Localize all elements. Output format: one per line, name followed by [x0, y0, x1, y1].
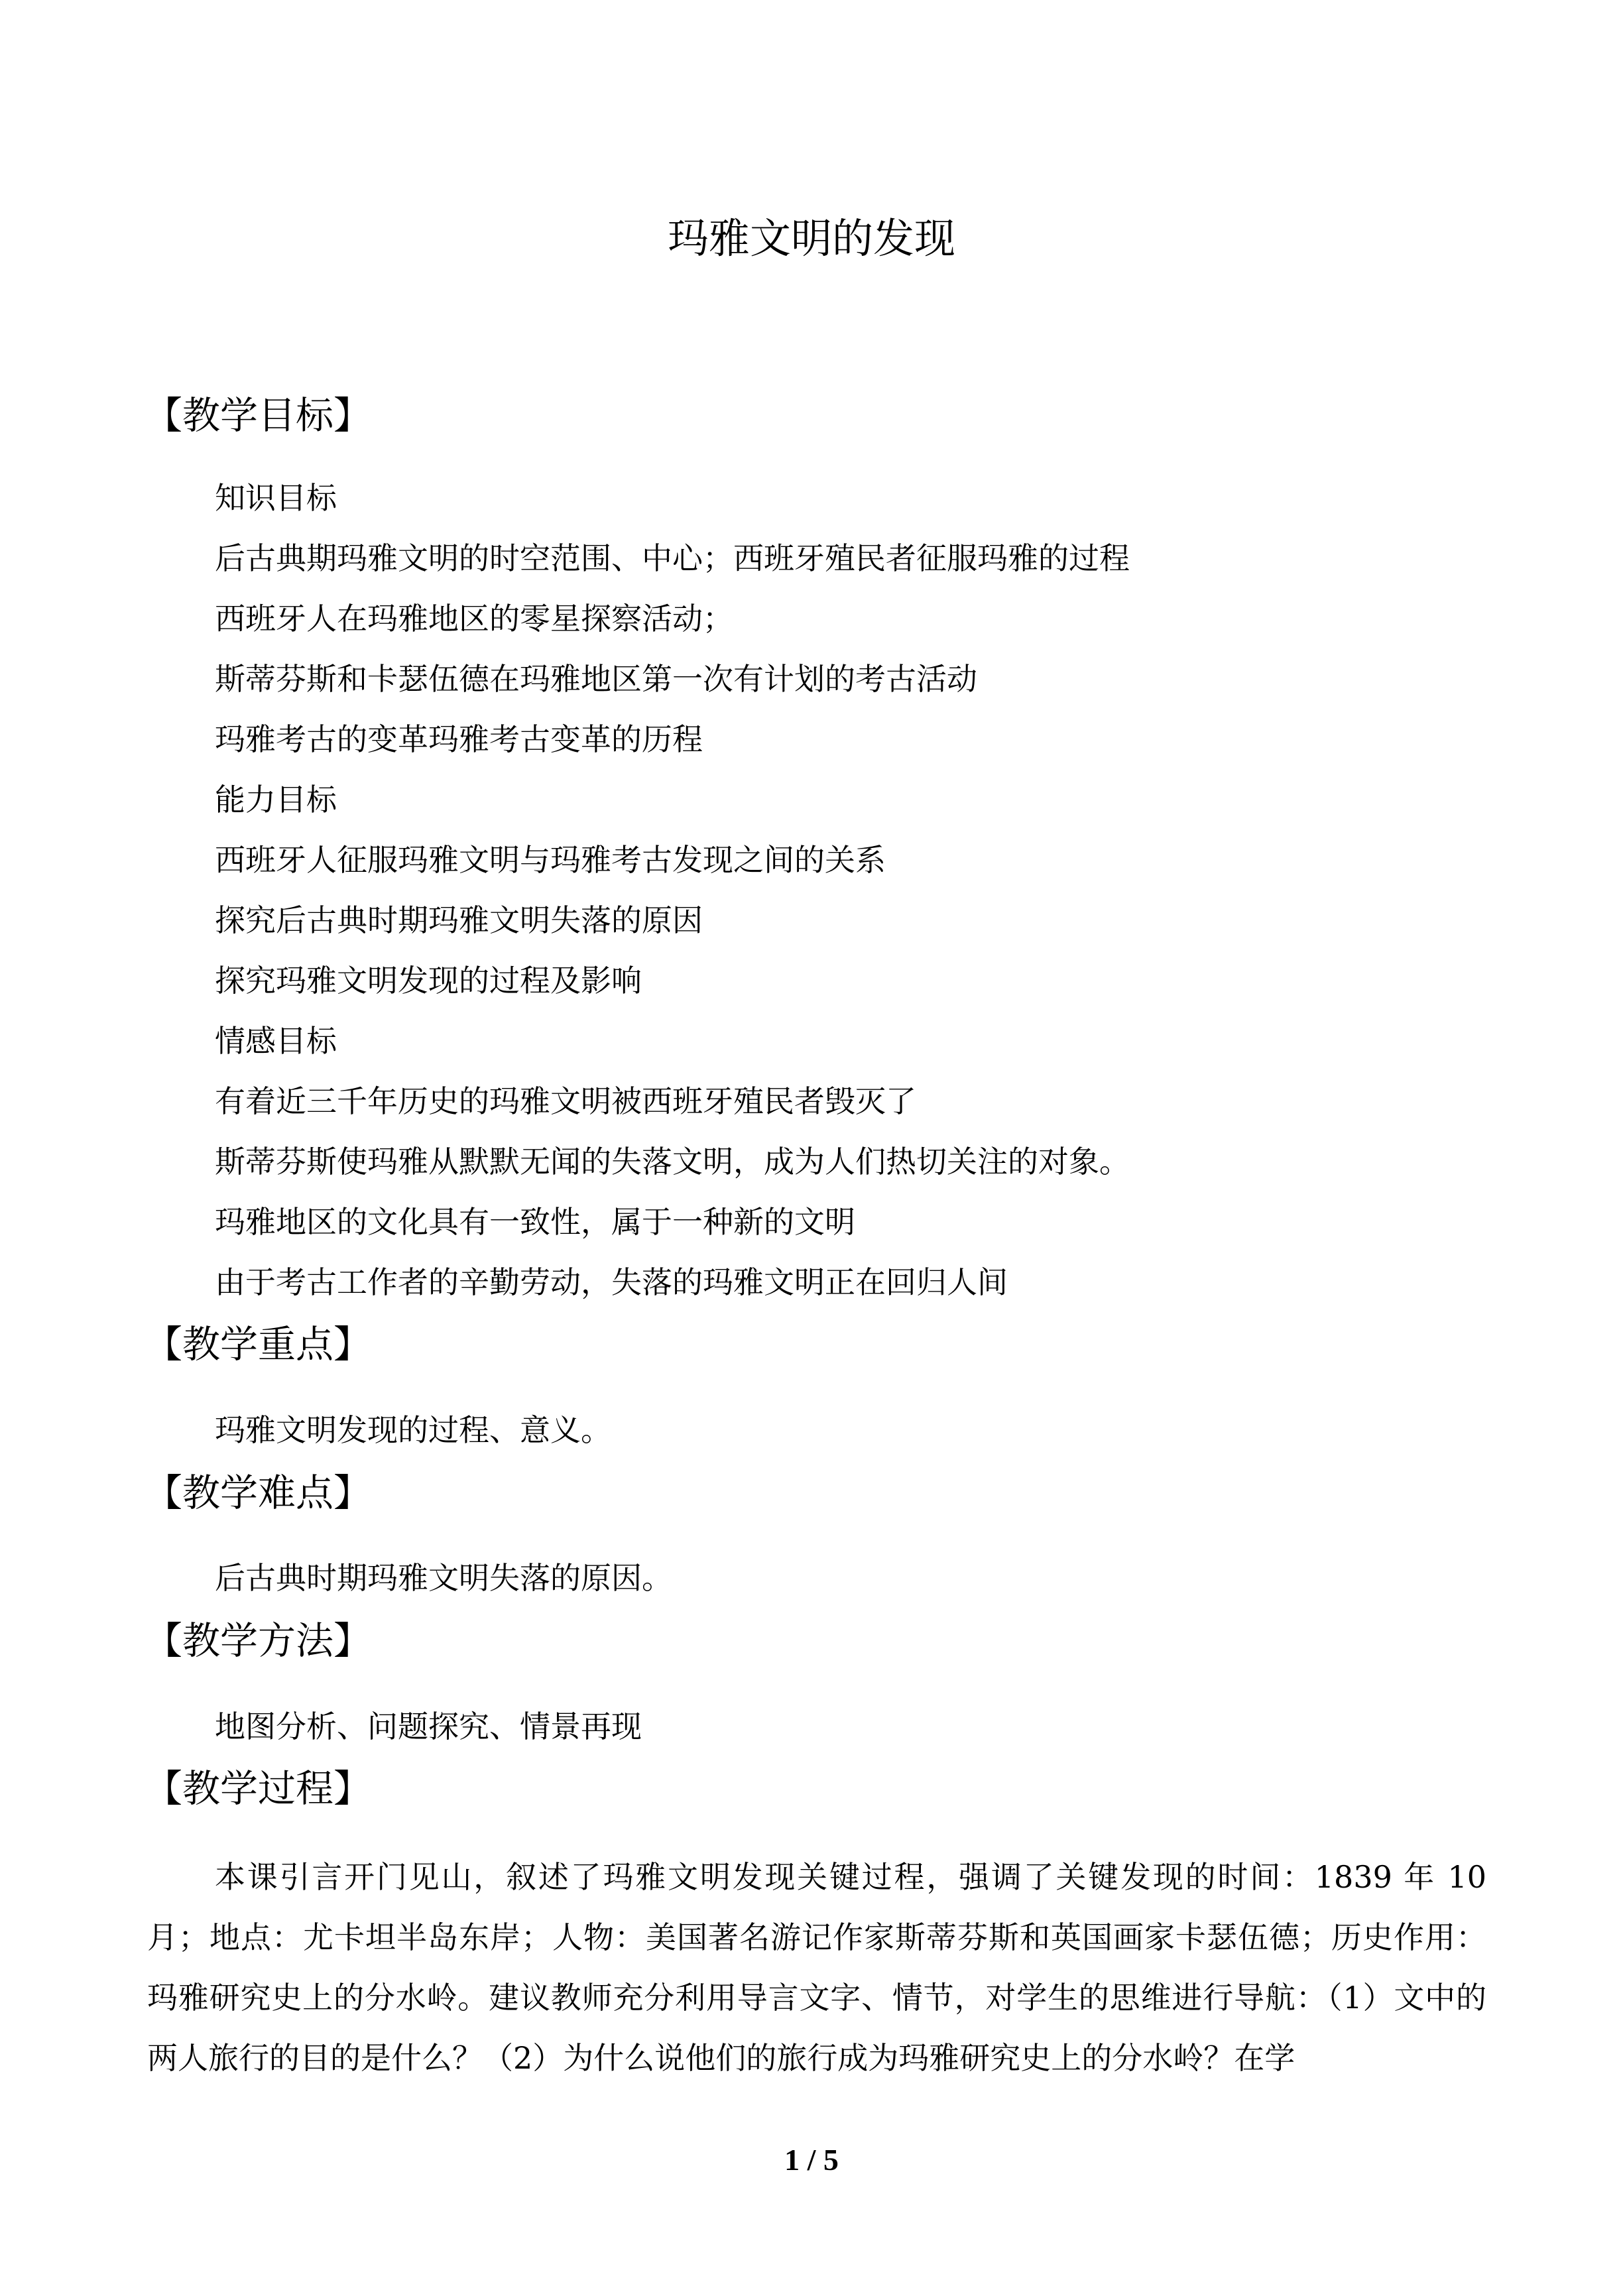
- difficulties-text: 后古典时期玛雅文明失落的原因。: [215, 1560, 672, 1596]
- process-paragraph: 本课引言开门见山，叙述了玛雅文明发现关键过程，强调了关键发现的时间：1839 年 10 月；地点：尤卡坦半岛东岸；人物：美国著名游记作家斯蒂芬斯和英国画家卡瑟伍德；历史作用：玛雅研究史上的分水岭。建议教师充分利用导言文字、情节，对学生的思维进行导航：（1）文中的两人旅行的目的是什么？（2）为什么说他们的旅行成为玛雅研究史上的分水岭？在学: [147, 1859, 1486, 2076]
- objectives-line: 探究后古典时期玛雅文明失落的原因: [215, 902, 703, 938]
- objectives-line: 由于考古工作者的辛勤劳动，失落的玛雅文明正在回归人间: [215, 1264, 1008, 1300]
- heading-methods: 【教学方法】: [145, 1619, 371, 1663]
- objectives-line: 有着近三千年历史的玛雅文明被西班牙殖民者毁灭了: [215, 1083, 916, 1119]
- objectives-line: 情感目标: [215, 1023, 337, 1059]
- heading-difficulties: 【教学难点】: [145, 1471, 371, 1515]
- heading-objectives: 【教学目标】: [145, 394, 371, 438]
- objectives-line: 玛雅地区的文化具有一致性，属于一种新的文明: [215, 1204, 855, 1240]
- methods-text: 地图分析、问题探究、情景再现: [215, 1709, 642, 1744]
- objectives-line: 斯蒂芬斯使玛雅从默默无闻的失落文明，成为人们热切关注的对象。: [215, 1144, 1130, 1179]
- heading-key-points: 【教学重点】: [145, 1323, 371, 1366]
- key-points-text: 玛雅文明发现的过程、意义。: [215, 1412, 611, 1448]
- objectives-line: 西班牙人征服玛雅文明与玛雅考古发现之间的关系: [215, 842, 886, 878]
- objectives-line: 探究玛雅文明发现的过程及影响: [215, 963, 642, 998]
- objectives-line: 后古典期玛雅文明的时空范围、中心；西班牙殖民者征服玛雅的过程: [215, 540, 1130, 576]
- objectives-line: 斯蒂芬斯和卡瑟伍德在玛雅地区第一次有计划的考古活动: [215, 661, 977, 697]
- objectives-line: 能力目标: [215, 782, 337, 817]
- document-title: 玛雅文明的发现: [667, 214, 955, 263]
- page-number: 1 / 5: [784, 2143, 839, 2177]
- objectives-line: 玛雅考古的变革玛雅考古变革的历程: [215, 721, 703, 757]
- heading-process: 【教学过程】: [145, 1767, 371, 1811]
- objectives-line: 西班牙人在玛雅地区的零星探察活动；: [215, 601, 733, 636]
- objectives-line: 知识目标: [215, 480, 337, 516]
